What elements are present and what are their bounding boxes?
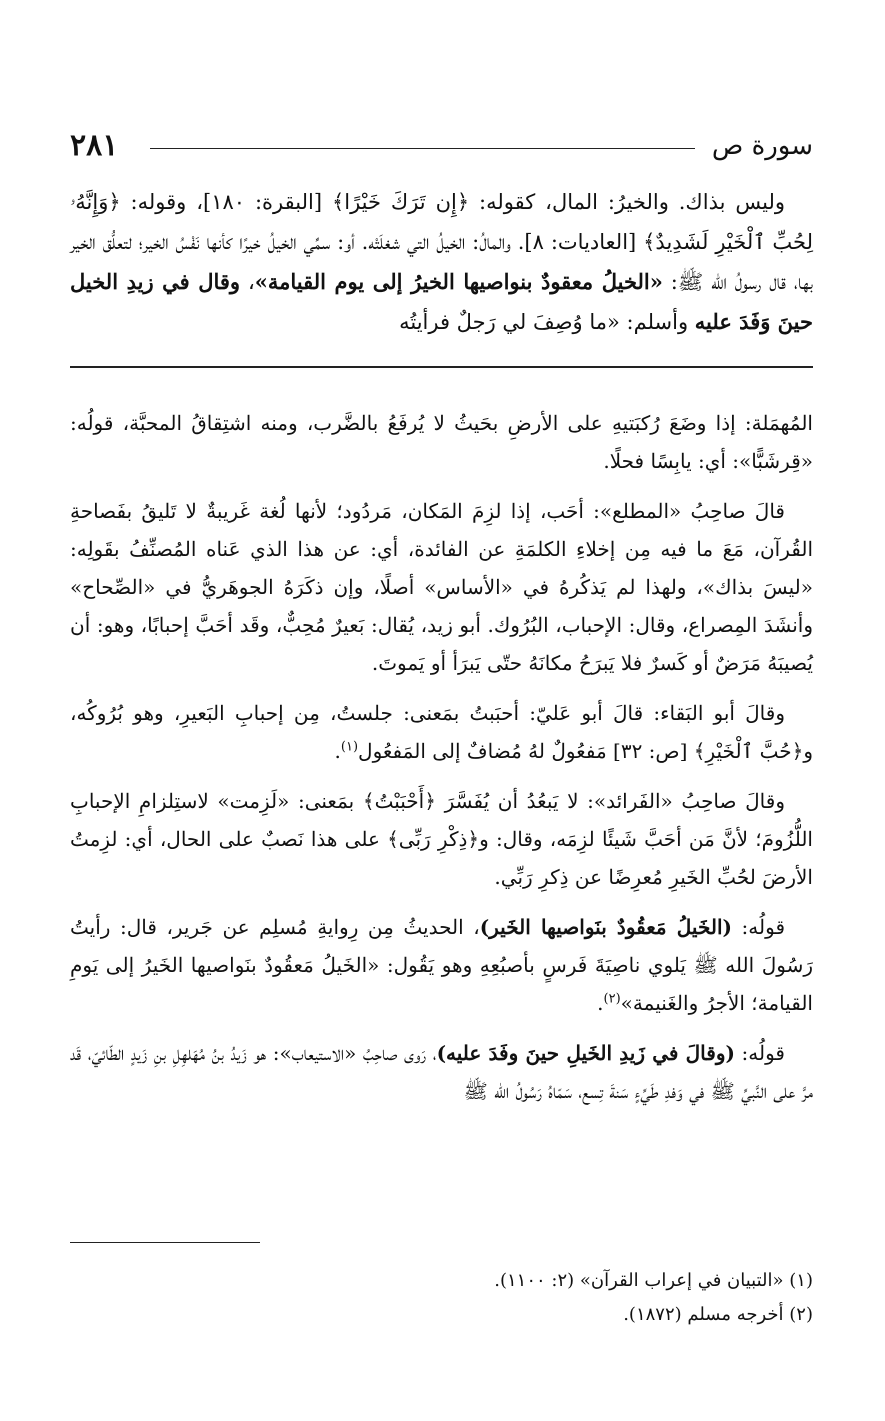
main-text-run: وليس بذاك. والخيرُ: المال، كقوله: ﴿إِن تَرَكَ خَيْرًا﴾ [البقرة: ١٨٠]، وقوله: ﴿وَإِنَّهُۥ لِحُبِّ ٱلْخَيْرِ لَشَدِيدٌ﴾ [العاديات: ٨]. والمالُ: الخيلُ التي شغلَتْه. أو: سمِّي الخيلُ خيرًا كأنها نَفْسُ الخير؛ لتعلُّق الخير بها، قال رسولُ الله ﷺ: [70, 190, 813, 294]
commentary-paragraph [70, 694, 813, 770]
commentary-quote-bold: (وقالَ في زَيدِ الخَيلِ حينَ وفَدَ عليه) [436, 1041, 735, 1065]
commentary-run: وقالَ أبو البَقاء: قالَ أبو عَليّ: أحبَبتُ بمَعنى: جلستُ، مِن إحبابِ البَعيرِ، وهو بُرُوكُه، و﴿حُبَّ ٱلْخَيْرِ﴾ [ص: ٣٢] مَفعُولٌ لهُ مُضافٌ إلى المَفعُول [70, 701, 813, 763]
section-divider [70, 366, 813, 368]
commentary-run: قولُه: [734, 1041, 785, 1065]
main-text-run: ، [240, 270, 255, 294]
main-text-hadith-bold: «الخيلُ معقودٌ بنواصيها الخيرُ إلى يوم القيامة» [254, 269, 663, 294]
commentary-paragraph [70, 908, 813, 1022]
commentary-paragraph [70, 1034, 813, 1110]
commentary [70, 404, 813, 1122]
main-text [70, 182, 813, 342]
main-text-run: وأسلم: «ما وُصِفَ لي رَجلٌ فرأيتُه [399, 310, 695, 334]
page-number: ٢٨١ [70, 128, 119, 163]
commentary-quote-bold: (الخَيلُ مَعقُودٌ بنَواصيها الخَير) [479, 915, 732, 939]
footnotes [70, 1264, 813, 1332]
book-page [70, 0, 813, 1421]
commentary-paragraph: قالَ صاحِبُ «المطلع»: أحَب، إذا لزِمَ المَكان، مَردُود؛ لأنها لُغة غَريبةٌ لا تَليقُ بفَصاحةِ القُرآن، مَعَ ما فيه مِن إخلاءِ الكلمَةِ عن الفائدة، أي: عن هذا الذي عَناه المُصنِّفُ بقَولِه: «ليسَ بذاك»، ولهذا لم يَذكُرهُ في «الأساس» أصلًا، وإن ذكَرَهُ الجوهَريُّ في «الصِّحاح» وأنشَدَ المِصراع، وقال: الإحباب، البُرُوك. أبو زيد، يُقال: بَعيرٌ مُحِبٌّ، وقَد أحَبَّ إحبابًا، وهو: أن يُصيبَهُ مَرَضٌ أو كَسرٌ فلا يَبرَحُ مكانَهُ حتّى يَبرَأ أو يَموتَ. [70, 499, 813, 675]
surah-title: سورة ص [711, 131, 813, 161]
commentary-paragraph: وقالَ صاحِبُ «الفَرائد»: لا يَبعُدُ أن يُفَسَّرَ ﴿أَحْبَبْتُ﴾ بمَعنى: «لَزِمت» لاستِلزامِ الإحبابِ اللُّزُومَ؛ لأنَّ مَن أحَبَّ شَيئًا لزِمَه، وقال: و﴿ذِكْرِ رَبِّى﴾ على هذا نَصبٌ على الحال، أي: لزِمتُ الأرضَ لحُبِّ الخَيرِ مُعرِضًا عن ذِكرِ رَبِّي. [70, 789, 813, 889]
footnote-reference: (١) [340, 739, 359, 755]
main-text-phrase-bold: وقال في زيدِ الخيل حينَ وَفَدَ عليه [70, 269, 813, 334]
footnote-reference: (٢) [603, 991, 621, 1007]
main-text-paragraph [70, 182, 813, 342]
commentary-run: قولُه: [732, 915, 785, 939]
footnote: (٢) أخرجه مسلم (١٨٧٢). [623, 1304, 813, 1325]
commentary-paragraph: المُهمَلة: إذا وضَعَ رُكبَتيهِ على الأرضِ بحَيثُ لا يُرفَعُ بالضَّرب، ومنه اشتِقاقُ المحبَّة، قولُه: «قِرشَبًّا»: أي: يابِسًا فحلًا. [70, 411, 813, 473]
commentary-run: ، رَوى صاحِبُ «الاستيعاب»: هو زَيدُ بنُ مُهَلهِلِ بنِ زَيدٍ الطّائيّ، قَد مرَّ على النَّبيِّ ﷺ في وَفدِ طَيِّءٍ سَنةَ تِسع، سَمّاهُ رَسُولُ الله ﷺ [70, 1041, 813, 1103]
commentary-run: . [597, 991, 604, 1015]
header-rule [150, 148, 695, 149]
commentary-run: ، الحديثُ مِن رِوايةِ مُسلِم عن جَرير، قال: رأيتُ رَسُولَ الله ﷺ يَلوي ناصِيَةَ فَرسٍ بأصبُعِهِ وهو يَقُول: «الخَيلُ مَعقُودٌ بنَواصيها الخَيرُ إلى يَومِ القيامة؛ الأجرُ والغَنيمة» [70, 915, 813, 1015]
page-header [70, 126, 813, 166]
footnote: (١) «التبيان في إعراب القرآن» (٢: ١١٠٠). [494, 1270, 813, 1291]
commentary-run: . [334, 739, 341, 763]
footnote-rule [70, 1242, 260, 1243]
